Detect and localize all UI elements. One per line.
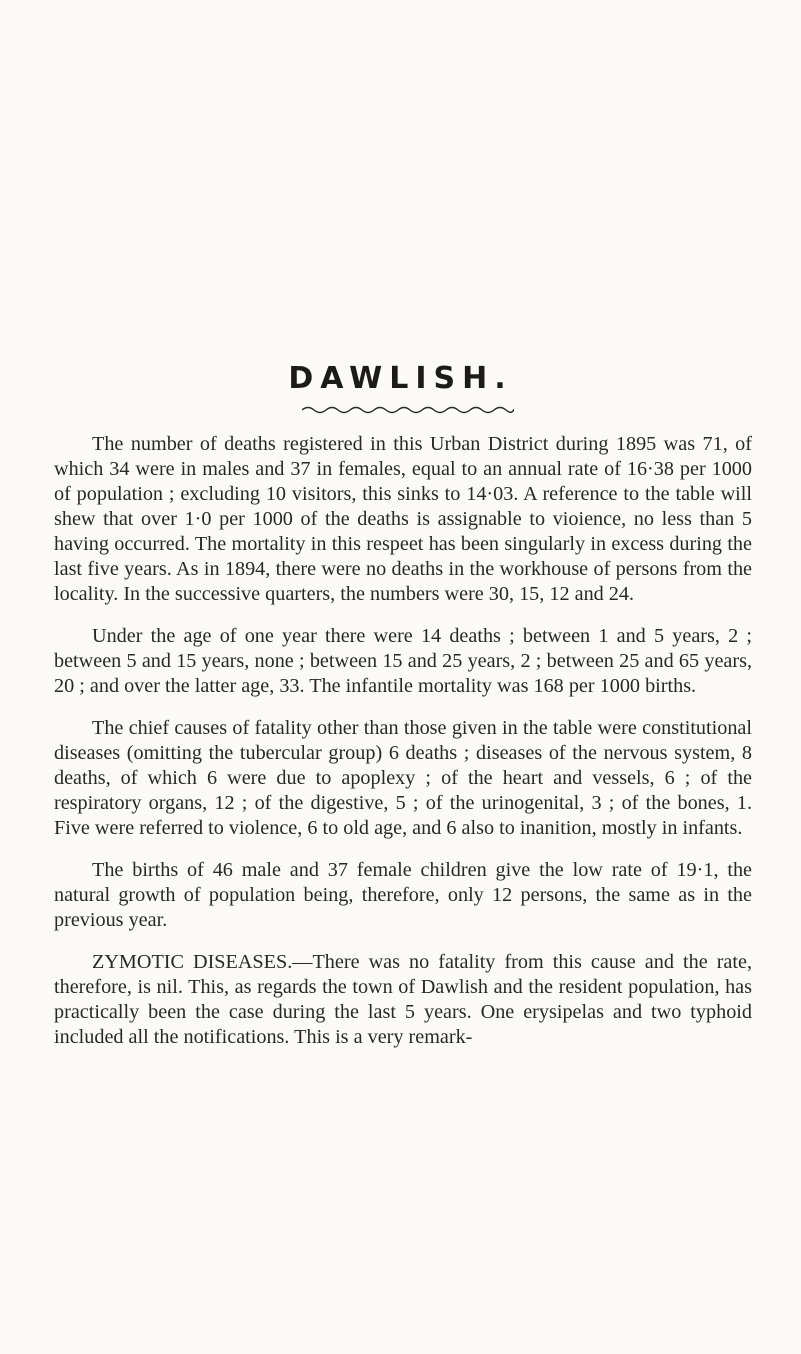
paragraph-chief-causes: The chief causes of fatality other than those given in the table were constitutional diseases (omitting the tubercular group) 6 deaths ; diseases of the nervous system, 8 deaths, of which 6 were due to apoplexy ; of the heart and vessels, 6 ; of the respiratory organs, 12 ; of the digestive, 5 ; of the urinogenital, 3 ; of the bones, 1. Five were referred to violence, 6 to old age, and 6 also to inanition, mostly in infants. (54, 717, 752, 839)
wavy-rule-ornament (302, 404, 514, 416)
paragraph-age-groups: Under the age of one year there were 14 deaths ; between 1 and 5 years, 2 ; between 5 and 15 years, none ; between 15 and 25 years, 2 ; between 25 and 65 years, 20 ; and over the latter age, 33. The infantile mortality was 168 per 1000 births. (54, 625, 752, 697)
paragraph-births: The births of 46 male and 37 female children give the low rate of 19·1, the natural growth of population being, therefore, only 12 persons, the same as in the previous year. (54, 859, 752, 931)
page-title: DAWLISH. (288, 361, 513, 396)
body-text (54, 432, 752, 1067)
paragraph-zymotic-diseases: ZYMOTIC DISEASES.—There was no fatality from this cause and the rate, therefore, is nil. This, as regards the town of Dawlish and the resident population, has practically been the case during the last 5 years. One erysipelas and two typhoid included all the notifications. This is a very remark- (54, 951, 752, 1048)
paragraph-deaths-registered: The number of deaths registered in this Urban District during 1895 was 71, of which 34 were in males and 37 in females, equal to an annual rate of 16·38 per 1000 of population ; excluding 10 visitors, this sinks to 14·03. A reference to the table will shew that over 1·0 per 1000 of the deaths is assignable to vioience, no less than 5 having occurred. The mortality in this respeet has been singularly in excess during the last five years. As in 1894, there were no deaths in the workhouse of persons from the locality. In the successive quarters, the numbers were 30, 15, 12 and 24. (54, 433, 752, 605)
